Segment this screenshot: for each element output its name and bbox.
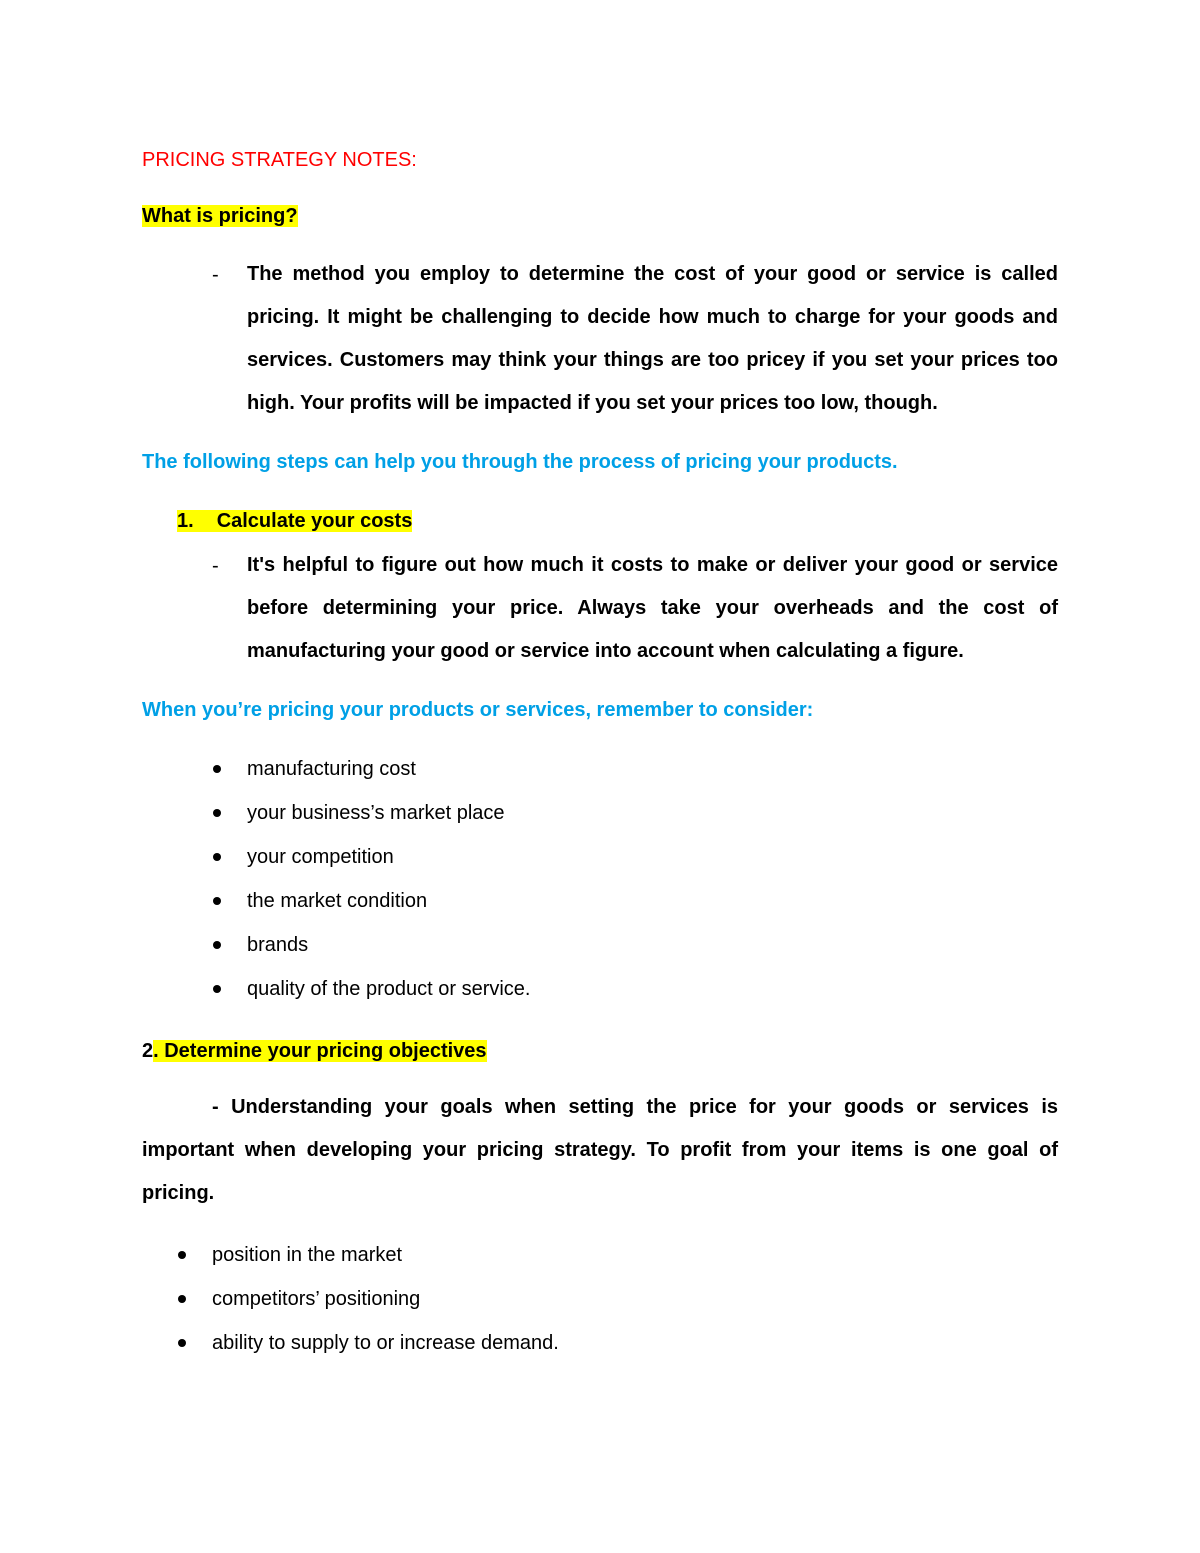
section-heading-what-is-pricing — [142, 202, 298, 230]
bullet-icon — [178, 1251, 186, 1259]
list-item-text: ability to supply to or increase demand. — [212, 1332, 559, 1354]
step-1-number: 1. — [177, 510, 194, 532]
list-item-text: the market condition — [247, 890, 428, 912]
list-item-text: your competition — [247, 846, 394, 868]
bullet-icon — [213, 765, 221, 773]
calculate-costs-paragraph: It's helpful to figure out how much it costs to make or deliver your good or service before determining your price. Always take your overheads and the cost of manufacturing your good or service into account when calculating a figure. — [247, 554, 1058, 662]
list-item-text: brands — [247, 934, 309, 956]
dash-marker: - — [212, 555, 219, 577]
consider-intro-text: When you’re pricing your products or services, remember to consider: — [142, 699, 814, 721]
pricing-definition-paragraph: The method you employ to determine the cost of your good or service is called pricing. It might be challenging to decide how much to charge for your goods and services. Customers may think your things are too pricey if you set your prices too high. Your profits will be impacted if you set your prices too low, though. — [247, 263, 1058, 414]
step-1-title: Calculate your costs — [216, 510, 413, 532]
list-item-text: manufacturing cost — [247, 758, 416, 780]
bullet-icon — [213, 809, 221, 817]
step-2-title: . Determine your pricing objectives — [153, 1040, 487, 1062]
list-item-text: position in the market — [212, 1244, 403, 1266]
step-1-highlight — [177, 510, 412, 532]
dash-marker: - — [212, 264, 219, 286]
list-item-text: competitors’ positioning — [212, 1288, 421, 1310]
step-2-heading — [142, 1037, 487, 1065]
steps-intro-text: The following steps can help you through the process of pricing your products. — [142, 451, 898, 473]
bullet-icon — [178, 1339, 186, 1347]
document-title: PRICING STRATEGY NOTES: — [142, 149, 417, 171]
list-item-text: your business’s market place — [247, 802, 505, 824]
step-1-heading — [177, 507, 412, 535]
bullet-icon — [213, 853, 221, 861]
bullet-icon — [213, 941, 221, 949]
pricing-objectives-paragraph: - Understanding your goals when setting the price for your goods or services is important when developing your pricing strategy. To profit from your items is one goal of pricing. — [142, 1096, 1058, 1204]
bullet-icon — [178, 1295, 186, 1303]
bullet-icon — [213, 897, 221, 905]
bullet-icon — [213, 985, 221, 993]
step-2-number: 2 — [142, 1040, 154, 1062]
list-item-text: quality of the product or service. — [247, 978, 531, 1000]
highlighted-heading-text: What is pricing? — [142, 205, 298, 227]
